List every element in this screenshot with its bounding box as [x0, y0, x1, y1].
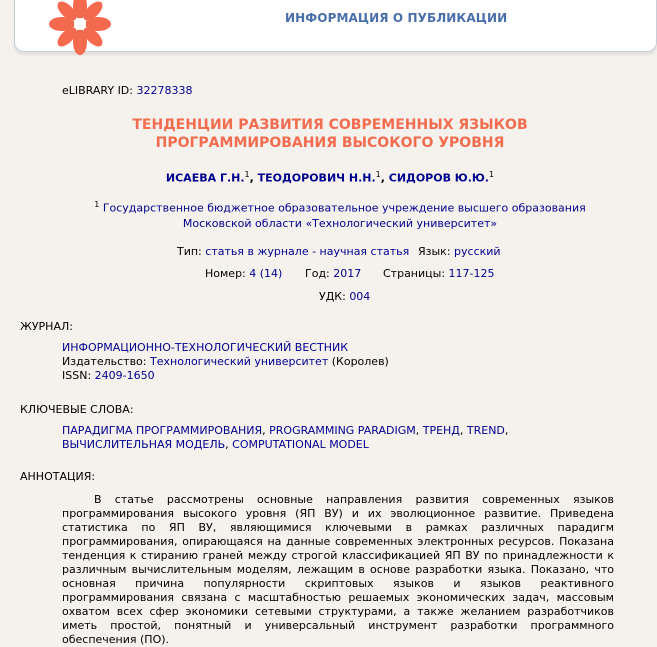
journal-info [62, 341, 389, 383]
language-value: русский [454, 245, 501, 258]
number-value[interactable]: 4 (14) [249, 267, 283, 280]
elibrary-id-label: eLIBRARY ID: [62, 84, 133, 97]
type-value: статья в журнале - научная статья [205, 245, 410, 258]
authors-list: ИСАЕВА Г.Н.$^1$, ТЕОДОРОВИЧ Н.Н.$^1$, СИДОРОВ Ю.Ю.$^1$ [165, 170, 495, 185]
issn-row [62, 369, 389, 383]
issn-label: ISSN: [62, 369, 92, 382]
journal-name-link[interactable]: ИНФОРМАЦИОННО-ТЕХНОЛОГИЧЕСКИЙ ВЕСТНИК [62, 341, 349, 354]
abstract-text: В статье рассмотрены основные направления развития современных языков программирования высокого уровня (ЯП ВУ) и их эволюционное развитие. Приведена статистика по ЯП ВУ, являющимися ключевыми в рамках различных парадигм программирования, опирающаяся на данные современных электронных ресурсов. Показана тенденция к стиранию граней между строгой классификацией ЯП ВУ по принадлежности к различным вычислительным моделям, лежащим в основе разработки языка. Показано, что основная причина популярности скриптовых языков и языков реактивного программирования связана с масштабностью решаемых экономических задач, массовым охватом всех сфер экономики сетевыми структурами, а также желанием разработчиков иметь простой, понятный и универсальный инструмент разработки программного обеспечения (ПО). [62, 493, 614, 646]
publisher-city: (Королев) [331, 355, 389, 368]
keyword-link[interactable]: ВЫЧИСЛИТЕЛЬНАЯ МОДЕЛЬ [62, 438, 226, 451]
author-link[interactable]: ИСАЕВА Г.Н. [165, 171, 245, 185]
year-label: Год: [305, 267, 330, 280]
issn-value: 2409-1650 [94, 369, 155, 382]
keyword-link[interactable]: TREND [466, 424, 505, 437]
number-row [205, 267, 282, 280]
author-affil-sup: 1 [244, 170, 250, 179]
keyword-link[interactable]: ТРЕНД [422, 424, 460, 437]
affiliation-sup: 1 [94, 200, 100, 209]
abstract-section-label: АННОТАЦИЯ: [20, 470, 96, 483]
journal-section-label: ЖУРНАЛ: [20, 320, 73, 333]
pages-value: 117-125 [448, 267, 495, 280]
publisher-link[interactable]: Технологический университет [150, 355, 329, 368]
author-link[interactable]: ТЕОДОРОВИЧ Н.Н. [257, 171, 376, 185]
type-row [177, 245, 409, 258]
language-label: Язык: [418, 245, 451, 258]
number-label: Номер: [205, 267, 246, 280]
affiliation [60, 197, 620, 231]
keywords-section-label: КЛЮЧЕВЫЕ СЛОВА: [20, 403, 134, 416]
udk-value: 004 [349, 290, 371, 303]
elibrary-flower-logo-icon [48, 0, 112, 56]
language-row [418, 245, 501, 258]
publisher-row [62, 355, 389, 369]
pages-row [383, 267, 495, 280]
keyword-link[interactable]: ПАРАДИГМА ПРОГРАММИРОВАНИЯ [62, 424, 263, 437]
author-affil-sup: 1 [375, 170, 381, 179]
udk-row [319, 290, 370, 303]
year-row [305, 267, 361, 280]
udk-label: УДК: [319, 290, 346, 303]
type-label: Тип: [177, 245, 202, 258]
keyword-link[interactable]: PROGRAMMING PARADIGM [269, 424, 416, 437]
author-link[interactable]: СИДОРОВ Ю.Ю. [388, 171, 489, 185]
pages-label: Страницы: [383, 267, 446, 280]
elibrary-id-row [62, 84, 192, 97]
article-title: ТЕНДЕНЦИИ РАЗВИТИЯ СОВРЕМЕННЫХ ЯЗЫКОВ ПРОГРАММИРОВАНИЯ ВЫСОКОГО УРОВНЯ [132, 117, 528, 151]
author-affil-sup: 1 [489, 170, 495, 179]
publisher-label: Издательство: [62, 355, 147, 368]
keywords-list: ПАРАДИГМА ПРОГРАММИРОВАНИЯ, PROGRAMMING PARADIGM, ТРЕНД, TREND, ВЫЧИСЛИТЕЛЬНАЯ МОДЕЛЬ, COMPUTATIONAL MODEL [62, 424, 509, 451]
header-title: ИНФОРМАЦИЯ О ПУБЛИКАЦИИ [285, 11, 508, 25]
year-value: 2017 [333, 267, 362, 280]
affiliation-link[interactable]: Государственное бюджетное образовательное учреждение высшего образования Московской области «Технологический университет» [102, 201, 586, 230]
elibrary-id-value: 32278338 [136, 84, 193, 97]
keyword-link[interactable]: COMPUTATIONAL MODEL [232, 438, 369, 451]
